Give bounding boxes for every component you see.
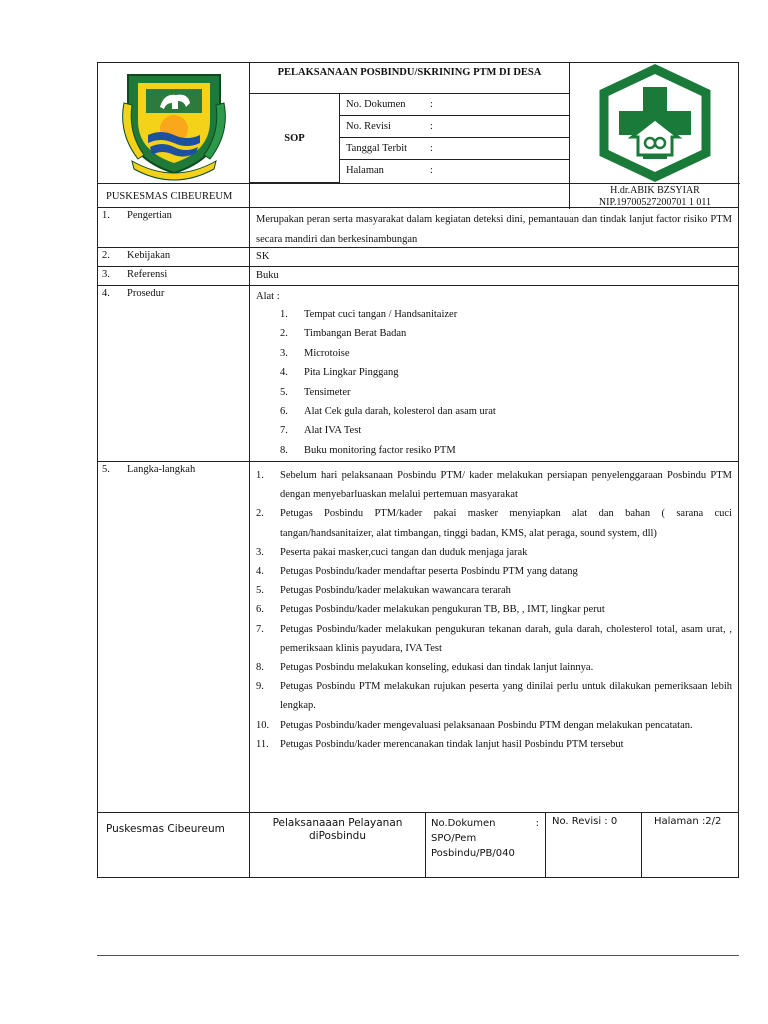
section-content: Buku: [256, 270, 279, 281]
item-text: Petugas Posbindu/kader mengevaluasi pelaksanaan Posbindu PTM dengan melakukan pencatatan.: [280, 719, 693, 731]
item-number: 2.: [256, 508, 264, 520]
item-number: 1.: [280, 309, 288, 320]
item-text: Microtoise: [304, 347, 350, 359]
meta-value: :: [430, 99, 433, 110]
item-text: Tensimeter: [304, 386, 351, 398]
item-text: Petugas Posbindu PTM/kader pakai masker menyiapkan alat dan bahan ( sarana cuci tangan/handsanitaizer, alat timbangan, tinggi badan, KMS, alat peraga, sound system, dll): [280, 508, 732, 539]
list-item: [280, 383, 732, 402]
item-number: 4.: [256, 566, 264, 578]
sop-label: SOP: [250, 94, 340, 183]
footer-doc-label: No.Dokumen: [431, 818, 496, 829]
item-text: Alat IVA Test: [304, 425, 362, 437]
list-item: [256, 581, 732, 600]
item-text: Petugas Posbindu/kader melakukan wawancara terarah: [280, 585, 511, 597]
list-item: [256, 504, 732, 542]
meta-row-halaman: [340, 160, 570, 183]
section-label: Kebijakan: [123, 248, 250, 266]
item-number: 5.: [256, 585, 264, 597]
footer-doc-colon: :: [535, 818, 539, 829]
section-label: Prosedur: [123, 286, 250, 461]
section-number: 2.: [102, 250, 110, 261]
list-item: [280, 421, 732, 440]
item-number: 7.: [280, 425, 288, 437]
section-content: Merupakan peran serta masyarakat dalam kegiatan deteksi dini, pemantauan dan tindak lanjut factor risiko PTM secara mandiri dan berkesinambungan: [256, 214, 732, 245]
document-title: PELAKSANAAN POSBINDU/SKRINING PTM DI DESA: [250, 63, 570, 94]
section-kebijakan: [98, 248, 738, 267]
item-text: Tempat cuci tangan / Handsanitaizer: [304, 309, 458, 320]
section-langkah: [98, 462, 738, 812]
meta-label: No. Revisi: [346, 121, 391, 132]
alat-list: [256, 305, 732, 460]
section-content: [250, 462, 738, 812]
item-number: 8.: [280, 444, 288, 456]
meta-row-no-revisi: [340, 116, 570, 138]
footer-doc-number: [426, 813, 546, 877]
footer-halaman: Halaman :2/2: [654, 816, 722, 827]
footer-revisi: No. Revisi : 0: [546, 813, 642, 877]
section-number: 5.: [102, 464, 110, 475]
item-number: 8.: [256, 662, 264, 674]
meta-label: Tanggal Terbit: [346, 143, 408, 154]
item-text: Petugas Posbindu/kader melakukan pengukuran TB, BB, , IMT, lingkar perut: [280, 604, 605, 616]
list-item: [280, 402, 732, 421]
section-number: 1.: [102, 210, 110, 221]
list-item: [280, 363, 732, 382]
item-number: 10.: [256, 719, 270, 731]
list-item: [256, 600, 732, 619]
regency-crest-icon: [98, 63, 250, 183]
meta-value: :: [430, 121, 433, 132]
list-item: [256, 620, 732, 658]
section-label: Referensi: [123, 267, 250, 285]
section-number: 4.: [102, 288, 110, 299]
footer-title: Pelaksanaaan Pelayanan diPosbindu: [250, 813, 426, 877]
item-number: 3.: [280, 347, 288, 359]
section-label: Langka-langkah: [123, 462, 250, 812]
section-content: [250, 286, 738, 461]
section-prosedur: [98, 286, 738, 462]
blank-cell: [250, 183, 570, 209]
section-content: SK: [256, 251, 270, 262]
meta-row-no-dokumen: [340, 94, 570, 116]
item-text: Buku monitoring factor resiko PTM: [304, 444, 456, 456]
item-number: 4.: [280, 367, 288, 379]
item-text: Sebelum hari pelaksanaan Posbindu PTM/ kader melakukan persiapan penyelenggaraan Posbindu PTM dengan menyebarluaskan melalui pertemuan masyarakat: [280, 470, 732, 501]
document-footer: [97, 812, 739, 878]
item-text: Pita Lingkar Pinggang: [304, 367, 399, 379]
list-item: [256, 677, 732, 715]
list-item: [256, 466, 732, 504]
item-number: 1.: [256, 470, 264, 481]
puskesmas-logo-icon: [570, 63, 740, 183]
item-text: Petugas Posbindu/kader merencanakan tindak lanjut hasil Posbindu PTM tersebut: [280, 738, 624, 750]
meta-label: No. Dokumen: [346, 99, 406, 110]
item-text: Timbangan Berat Badan: [304, 328, 407, 340]
item-number: 2.: [280, 328, 288, 340]
list-item: [280, 324, 732, 343]
list-item: [280, 344, 732, 363]
sop-sections: [97, 208, 739, 812]
langkah-list: [256, 466, 732, 754]
page-bottom-rule: [97, 955, 739, 956]
list-item: [256, 735, 732, 754]
item-text: Petugas Posbindu/kader melakukan pengukuran tekanan darah, gula darah, cholesterol total, asam urat, , pemeriksaan klinis payudara, IVA Test: [280, 623, 732, 654]
list-item: [256, 543, 732, 562]
section-number: 3.: [102, 269, 110, 280]
list-item: [256, 658, 732, 677]
item-text: Peserta pakai masker,cuci tangan dan duduk menjaga jarak: [280, 546, 528, 558]
left-logo-cell: [98, 63, 250, 183]
meta-row-tanggal-terbit: [340, 138, 570, 160]
item-number: 9.: [256, 681, 264, 693]
list-item: [256, 562, 732, 581]
list-item: [280, 441, 732, 460]
item-text: Alat Cek gula darah, kolesterol dan asam urat: [304, 406, 496, 418]
signatory-name: H.dr.ABIK BZSYIAR: [610, 185, 700, 196]
signatory-nip: NIP.19700527200701 1 011: [598, 197, 712, 208]
meta-value: :: [430, 143, 433, 154]
item-text: Petugas Posbindu melakukan konseling, edukasi dan tindak lanjut lainnya.: [280, 662, 594, 674]
signatory: [570, 183, 740, 209]
item-number: 11.: [256, 738, 269, 750]
section-pengertian: [98, 208, 738, 248]
item-number: 6.: [280, 406, 288, 418]
footer-doc-value: SPO/Pem Posbindu/PB/040: [431, 833, 515, 859]
list-item: [280, 305, 732, 324]
list-item: [256, 716, 732, 735]
item-number: 5.: [280, 386, 288, 398]
footer-org: Puskesmas Cibeureum: [98, 813, 250, 877]
item-number: 7.: [256, 623, 264, 635]
section-label: Pengertian: [123, 208, 250, 247]
meta-label: Halaman: [346, 165, 384, 176]
prosedur-intro: Alat :: [256, 291, 280, 302]
item-number: 6.: [256, 604, 264, 616]
right-logo-cell: [570, 63, 740, 183]
item-number: 3.: [256, 546, 264, 558]
org-name: PUSKESMAS CIBEUREUM: [98, 183, 250, 209]
meta-value: :: [430, 165, 433, 176]
item-text: Petugas Posbindu PTM melakukan rujukan peserta yang dinilai perlu untuk dilakukan pemeriksaan lebih lengkap.: [280, 681, 732, 712]
section-referensi: [98, 267, 738, 286]
item-text: Petugas Posbindu/kader mendaftar peserta Posbindu PTM yang datang: [280, 566, 578, 578]
document-header: [97, 62, 739, 208]
